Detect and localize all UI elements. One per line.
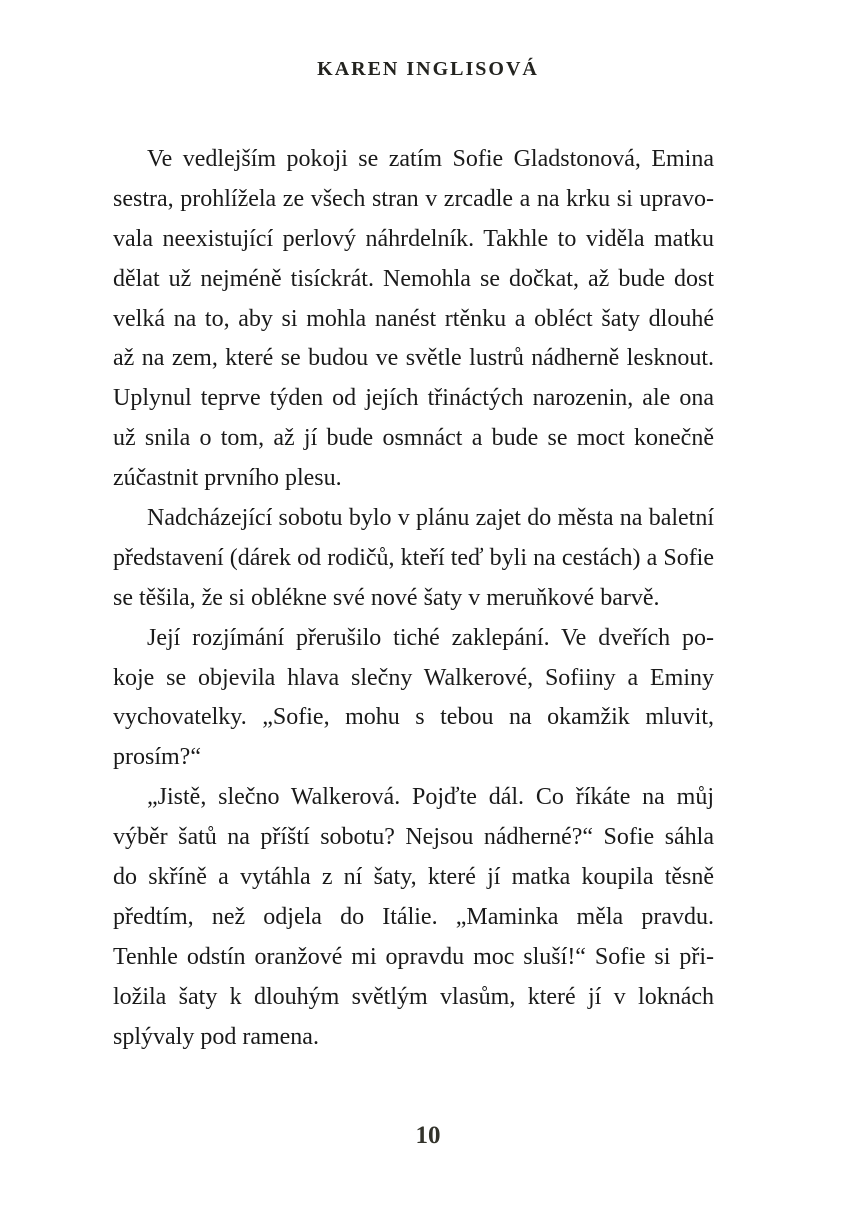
text-line: splývaly pod ramena. (113, 1023, 319, 1050)
text-line: velká na to, aby si mohla nanést rtěnku a obléct šaty dlouhé (113, 305, 714, 332)
text-line: Ve vedlejším pokoji se zatím Sofie Gladstonová, Emina (147, 146, 714, 172)
paragraph (113, 499, 714, 619)
body-text (113, 140, 714, 1057)
text-line: se těšila, že si oblékne své nové šaty v meruňkové barvě. (113, 584, 660, 611)
text-line: ložila šaty k dlouhým světlým vlasům, které jí v loknách (113, 983, 714, 1010)
page-number: 10 (415, 1122, 441, 1149)
text-line: představení (dárek od rodičů, kteří teď byli na cestách) a Sofie (113, 544, 714, 571)
text-line: až na zem, které se budou ve světle lustrů nádherně lesknout. (113, 345, 714, 372)
text-line: výběr šatů na příští sobotu? Nejsou nádherné?“ Sofie sáhla (113, 824, 714, 851)
text-line: dělat už nejméně tisíckrát. Nemohla se dočkat, až bude dost (113, 265, 714, 292)
text-line: prosím?“ (113, 744, 201, 771)
paragraph (113, 619, 714, 779)
text-line: už snila o tom, až jí bude osmnáct a bude se moct konečně (113, 425, 714, 452)
text-line: koje se objevila hlava slečny Walkerové, Sofiiny a Eminy (113, 664, 714, 691)
text-line: vychovatelky. „Sofie, mohu s tebou na okamžik mluvit, (113, 704, 714, 731)
text-line: „Jistě, slečno Walkerová. Pojďte dál. Co říkáte na můj (147, 784, 714, 811)
text-line: Uplynul teprve týden od jejích třináctých narozenin, ale ona (113, 385, 714, 412)
text-line: zúčastnit prvního plesu. (113, 465, 342, 492)
text-line: Její rozjímání přerušilo tiché zaklepání. Ve dveřích po- (147, 624, 714, 651)
text-line: Nadcházející sobotu bylo v plánu zajet do města na baletní (147, 505, 714, 532)
running-header: KAREN INGLISOVÁ (317, 58, 539, 80)
paragraph (113, 778, 714, 1057)
text-line: do skříně a vytáhla z ní šaty, které jí matka koupila těsně (113, 864, 714, 891)
text-line: vala neexistující perlový náhrdelník. Takhle to viděla matku (113, 225, 714, 252)
text-line: předtím, než odjela do Itálie. „Maminka měla pravdu. (113, 903, 714, 930)
text-line: sestra, prohlížela ze všech stran v zrcadle a na krku si upravo- (113, 185, 714, 212)
text-line: Tenhle odstín oranžové mi opravdu moc sluší!“ Sofie si při- (113, 943, 714, 970)
paragraph (113, 140, 714, 499)
